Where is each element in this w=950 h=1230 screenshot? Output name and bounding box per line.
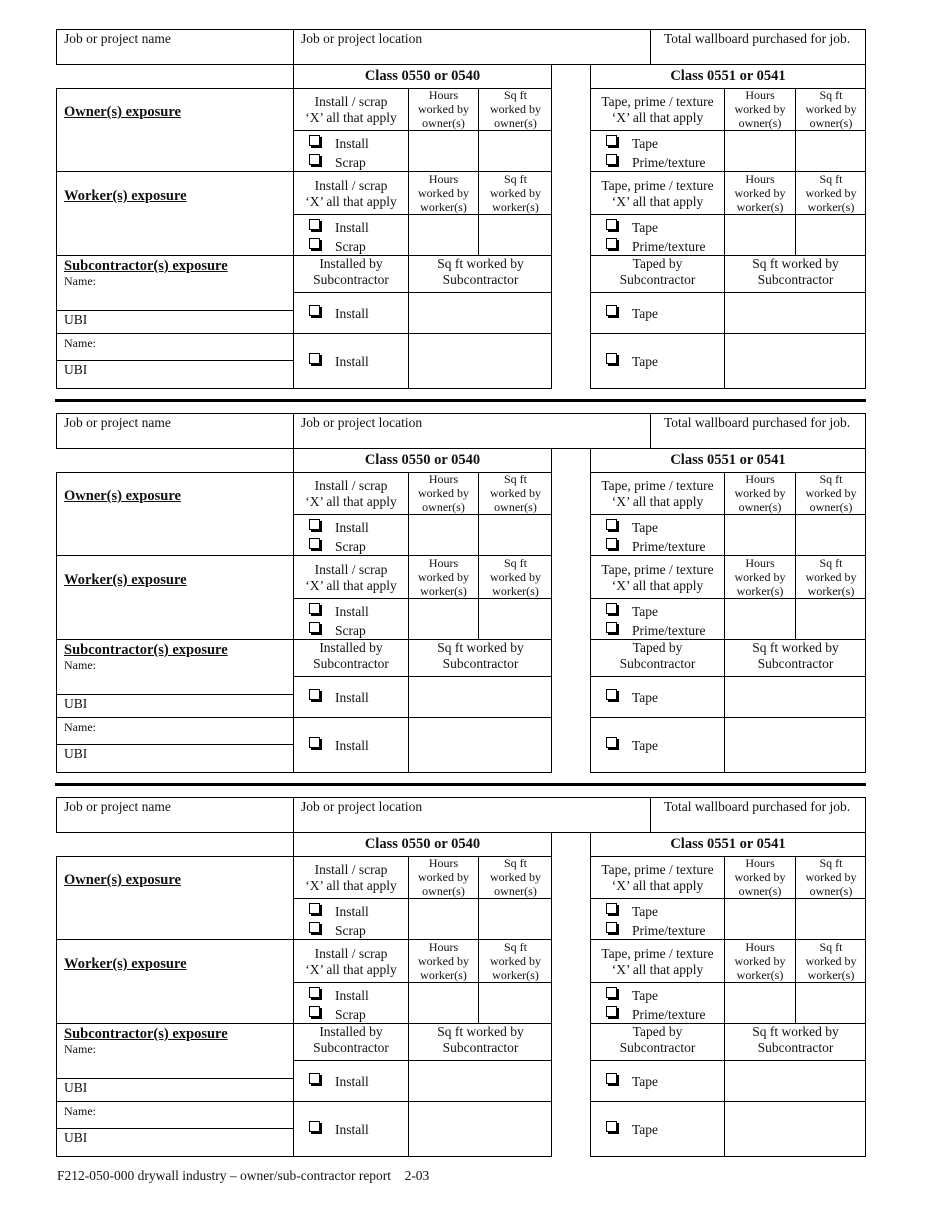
- prime-option: Prime/texture: [632, 623, 706, 638]
- owner-exposure-label: Owner(s) exposure: [64, 872, 181, 888]
- scrap-option: Scrap: [335, 155, 366, 170]
- prime-owner-checkbox[interactable]: [606, 538, 617, 549]
- job-name-label: Job or project name: [64, 799, 171, 814]
- ubi-label: UBI: [64, 1080, 88, 1095]
- name-label: Name:: [64, 274, 96, 288]
- install-scrap-header: Install / scrap ‘X’ all that apply: [305, 478, 397, 509]
- scrap-owner-checkbox[interactable]: [309, 922, 320, 933]
- tape-option: Tape: [632, 1122, 659, 1137]
- worker-exposure-label: Worker(s) exposure: [64, 956, 187, 972]
- block-divider: [55, 399, 866, 402]
- class-left-header: Class 0550 or 0540: [364, 452, 481, 468]
- install-worker-checkbox[interactable]: [309, 987, 320, 998]
- sqft-owner-header: Sq ft worked by owner(s): [805, 88, 857, 130]
- install-option: Install: [335, 354, 369, 369]
- sqft-sub-header: Sq ft worked by Subcontractor: [437, 640, 524, 671]
- sqft-worker-header: Sq ft worked by worker(s): [490, 172, 541, 214]
- prime-worker-checkbox[interactable]: [606, 622, 617, 633]
- tape-owner-checkbox[interactable]: [606, 519, 617, 530]
- install-option: Install: [335, 306, 369, 321]
- report-block: [0, 768, 950, 1152]
- sqft-worker-header: Sq ft worked by worker(s): [490, 556, 541, 598]
- block-divider: [55, 783, 866, 786]
- wallboard-label: Total wallboard purchased for job.: [664, 415, 851, 430]
- sqft-owner-header: Sq ft worked by owner(s): [805, 472, 857, 514]
- tape-sub-checkbox[interactable]: [606, 689, 617, 700]
- taped-by-header: Taped by Subcontractor: [619, 1024, 696, 1055]
- name-label: Name:: [64, 720, 96, 734]
- scrap-option: Scrap: [335, 539, 366, 554]
- tape-option: Tape: [632, 904, 659, 919]
- install-sub-checkbox[interactable]: [309, 353, 320, 364]
- tape-worker-checkbox[interactable]: [606, 603, 617, 614]
- install-scrap-header: Install / scrap ‘X’ all that apply: [305, 178, 397, 209]
- scrap-option: Scrap: [335, 1007, 366, 1022]
- install-sub-checkbox[interactable]: [309, 737, 320, 748]
- prime-owner-checkbox[interactable]: [606, 922, 617, 933]
- tape-prime-header: Tape, prime / texture ‘X’ all that apply: [601, 562, 714, 593]
- tape-prime-header: Tape, prime / texture ‘X’ all that apply: [601, 862, 714, 893]
- install-sub-checkbox[interactable]: [309, 1121, 320, 1132]
- install-option: Install: [335, 904, 369, 919]
- sqft-owner-header: Sq ft worked by owner(s): [805, 856, 857, 898]
- tape-option: Tape: [632, 136, 659, 151]
- hours-worker-header: Hours worked by worker(s): [418, 556, 469, 598]
- tape-sub-checkbox[interactable]: [606, 305, 617, 316]
- tape-worker-checkbox[interactable]: [606, 987, 617, 998]
- prime-option: Prime/texture: [632, 1007, 706, 1022]
- tape-sub-checkbox[interactable]: [606, 1121, 617, 1132]
- hours-worker-header: Hours worked by worker(s): [418, 940, 469, 982]
- hours-worker-header: Hours worked by worker(s): [734, 172, 786, 214]
- job-location-label: Job or project location: [301, 799, 423, 814]
- sub-exposure-label: Subcontractor(s) exposure: [64, 642, 228, 658]
- scrap-worker-checkbox[interactable]: [309, 238, 320, 249]
- ubi-label: UBI: [64, 1130, 88, 1145]
- hours-owner-header: Hours worked by owner(s): [734, 88, 786, 130]
- ubi-label: UBI: [64, 696, 88, 711]
- tape-option: Tape: [632, 220, 659, 235]
- install-scrap-header: Install / scrap ‘X’ all that apply: [305, 862, 397, 893]
- tape-option: Tape: [632, 988, 659, 1003]
- scrap-option: Scrap: [335, 623, 366, 638]
- form-footer: [57, 1168, 429, 1184]
- installed-by-header: Installed by Subcontractor: [313, 256, 389, 287]
- tape-prime-header: Tape, prime / texture ‘X’ all that apply: [601, 946, 714, 977]
- tape-owner-checkbox[interactable]: [606, 903, 617, 914]
- prime-option: Prime/texture: [632, 239, 706, 254]
- sqft-sub-header: Sq ft worked by Subcontractor: [752, 1024, 839, 1055]
- install-option: Install: [335, 988, 369, 1003]
- report-block: [0, 0, 950, 384]
- install-owner-checkbox[interactable]: [309, 903, 320, 914]
- install-option: Install: [335, 1074, 369, 1089]
- sqft-worker-header: Sq ft worked by worker(s): [490, 940, 541, 982]
- job-name-label: Job or project name: [64, 31, 171, 46]
- prime-owner-checkbox[interactable]: [606, 154, 617, 165]
- tape-prime-header: Tape, prime / texture ‘X’ all that apply: [601, 178, 714, 209]
- worker-exposure-label: Worker(s) exposure: [64, 572, 187, 588]
- sqft-worker-header: Sq ft worked by worker(s): [805, 556, 857, 598]
- scrap-option: Scrap: [335, 923, 366, 938]
- tape-option: Tape: [632, 354, 659, 369]
- tape-prime-header: Tape, prime / texture ‘X’ all that apply: [601, 94, 714, 125]
- install-option: Install: [335, 136, 369, 151]
- owner-exposure-label: Owner(s) exposure: [64, 488, 181, 504]
- install-worker-checkbox[interactable]: [309, 219, 320, 230]
- tape-option: Tape: [632, 306, 659, 321]
- report-block: [0, 384, 950, 768]
- install-owner-checkbox[interactable]: [309, 135, 320, 146]
- class-right-header: Class 0551 or 0541: [670, 68, 786, 84]
- scrap-owner-checkbox[interactable]: [309, 538, 320, 549]
- class-right-header: Class 0551 or 0541: [670, 452, 786, 468]
- class-left-header: Class 0550 or 0540: [364, 836, 481, 852]
- worker-exposure-label: Worker(s) exposure: [64, 188, 187, 204]
- sqft-owner-header: Sq ft worked by owner(s): [490, 472, 541, 514]
- install-sub-checkbox[interactable]: [309, 1073, 320, 1084]
- name-label: Name:: [64, 336, 96, 350]
- ubi-label: UBI: [64, 312, 88, 327]
- sqft-sub-header: Sq ft worked by Subcontractor: [437, 1024, 524, 1055]
- install-sub-checkbox[interactable]: [309, 305, 320, 316]
- tape-option: Tape: [632, 604, 659, 619]
- job-location-label: Job or project location: [301, 415, 423, 430]
- tape-sub-checkbox[interactable]: [606, 353, 617, 364]
- sqft-sub-header: Sq ft worked by Subcontractor: [752, 640, 839, 671]
- sub-exposure-label: Subcontractor(s) exposure: [64, 258, 228, 274]
- ubi-label: UBI: [64, 746, 88, 761]
- install-scrap-header: Install / scrap ‘X’ all that apply: [305, 94, 397, 125]
- hours-worker-header: Hours worked by worker(s): [418, 172, 469, 214]
- taped-by-header: Taped by Subcontractor: [619, 640, 696, 671]
- job-location-label: Job or project location: [301, 31, 423, 46]
- tape-option: Tape: [632, 520, 659, 535]
- prime-option: Prime/texture: [632, 539, 706, 554]
- install-option: Install: [335, 1122, 369, 1137]
- tape-sub-checkbox[interactable]: [606, 1073, 617, 1084]
- hours-owner-header: Hours worked by owner(s): [418, 88, 469, 130]
- tape-worker-checkbox[interactable]: [606, 219, 617, 230]
- install-sub-checkbox[interactable]: [309, 689, 320, 700]
- install-option: Install: [335, 738, 369, 753]
- owner-exposure-label: Owner(s) exposure: [64, 104, 181, 120]
- tape-option: Tape: [632, 738, 659, 753]
- tape-prime-header: Tape, prime / texture ‘X’ all that apply: [601, 478, 714, 509]
- tape-option: Tape: [632, 690, 659, 705]
- class-left-header: Class 0550 or 0540: [364, 68, 481, 84]
- install-option: Install: [335, 220, 369, 235]
- prime-option: Prime/texture: [632, 155, 706, 170]
- sqft-worker-header: Sq ft worked by worker(s): [805, 172, 857, 214]
- name-label: Name:: [64, 1104, 96, 1118]
- installed-by-header: Installed by Subcontractor: [313, 1024, 389, 1055]
- sqft-sub-header: Sq ft worked by Subcontractor: [752, 256, 839, 287]
- tape-sub-checkbox[interactable]: [606, 737, 617, 748]
- scrap-worker-checkbox[interactable]: [309, 622, 320, 633]
- prime-option: Prime/texture: [632, 923, 706, 938]
- sqft-worker-header: Sq ft worked by worker(s): [805, 940, 857, 982]
- form-date: 2-03: [404, 1168, 430, 1183]
- form-id: F212-050-000 drywall industry – owner/sub-contractor report: [57, 1168, 392, 1183]
- install-worker-checkbox[interactable]: [309, 603, 320, 614]
- install-option: Install: [335, 520, 369, 535]
- taped-by-header: Taped by Subcontractor: [619, 256, 696, 287]
- sqft-owner-header: Sq ft worked by owner(s): [490, 88, 541, 130]
- wallboard-label: Total wallboard purchased for job.: [664, 31, 851, 46]
- sqft-sub-header: Sq ft worked by Subcontractor: [437, 256, 524, 287]
- sub-exposure-label: Subcontractor(s) exposure: [64, 1026, 228, 1042]
- name-label: Name:: [64, 1042, 96, 1056]
- install-owner-checkbox[interactable]: [309, 519, 320, 530]
- tape-option: Tape: [632, 1074, 659, 1089]
- tape-owner-checkbox[interactable]: [606, 135, 617, 146]
- hours-owner-header: Hours worked by owner(s): [418, 472, 469, 514]
- job-name-label: Job or project name: [64, 415, 171, 430]
- hours-owner-header: Hours worked by owner(s): [734, 856, 786, 898]
- installed-by-header: Installed by Subcontractor: [313, 640, 389, 671]
- install-scrap-header: Install / scrap ‘X’ all that apply: [305, 562, 397, 593]
- install-scrap-header: Install / scrap ‘X’ all that apply: [305, 946, 397, 977]
- ubi-label: UBI: [64, 362, 88, 377]
- name-label: Name:: [64, 658, 96, 672]
- prime-worker-checkbox[interactable]: [606, 1006, 617, 1017]
- hours-owner-header: Hours worked by owner(s): [734, 472, 786, 514]
- hours-owner-header: Hours worked by owner(s): [418, 856, 469, 898]
- prime-worker-checkbox[interactable]: [606, 238, 617, 249]
- scrap-worker-checkbox[interactable]: [309, 1006, 320, 1017]
- wallboard-label: Total wallboard purchased for job.: [664, 799, 851, 814]
- sqft-owner-header: Sq ft worked by owner(s): [490, 856, 541, 898]
- install-option: Install: [335, 690, 369, 705]
- scrap-owner-checkbox[interactable]: [309, 154, 320, 165]
- hours-worker-header: Hours worked by worker(s): [734, 556, 786, 598]
- install-option: Install: [335, 604, 369, 619]
- class-right-header: Class 0551 or 0541: [670, 836, 786, 852]
- hours-worker-header: Hours worked by worker(s): [734, 940, 786, 982]
- scrap-option: Scrap: [335, 239, 366, 254]
